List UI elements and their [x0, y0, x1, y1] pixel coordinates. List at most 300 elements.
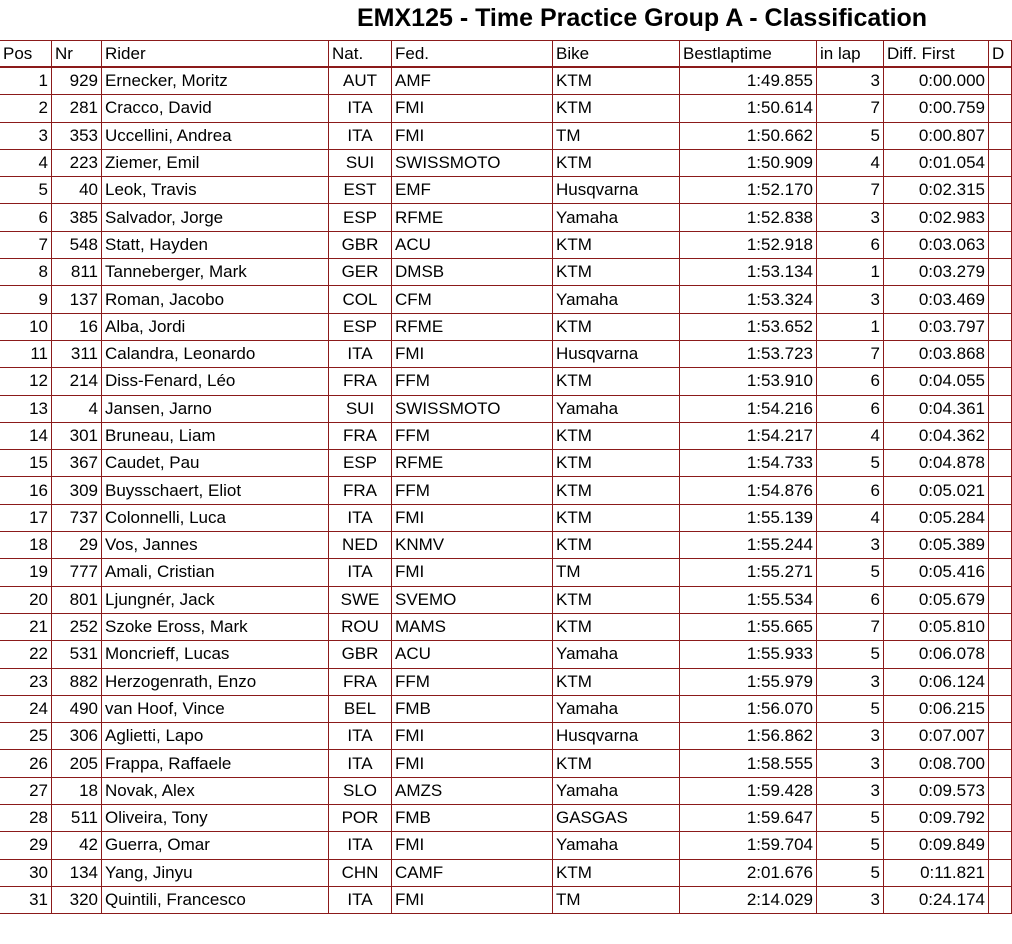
in-lap-cell: 4	[817, 504, 884, 531]
pos-cell: 30	[0, 859, 52, 886]
in-lap-cell: 3	[817, 67, 884, 95]
diff-first-cell: 0:09.573	[884, 777, 989, 804]
fed-cell: SWISSMOTO	[392, 395, 553, 422]
fed-cell: FFM	[392, 422, 553, 449]
table-row	[0, 149, 1012, 176]
rider-cell: Tanneberger, Mark	[102, 259, 329, 286]
diff-first-cell: 0:05.679	[884, 586, 989, 613]
column-header: Nat.	[329, 41, 392, 68]
nat-cell: CHN	[329, 859, 392, 886]
pos-cell: 19	[0, 559, 52, 586]
diff-first-cell: 0:01.054	[884, 149, 989, 176]
in-lap-cell: 1	[817, 313, 884, 340]
nat-cell: GBR	[329, 231, 392, 258]
bike-cell: Yamaha	[553, 395, 680, 422]
bestlaptime-cell: 1:50.614	[680, 95, 817, 122]
nat-cell: ITA	[329, 95, 392, 122]
in-lap-cell: 6	[817, 586, 884, 613]
in-lap-cell: 5	[817, 122, 884, 149]
bike-cell: Husqvarna	[553, 177, 680, 204]
table-row	[0, 340, 1012, 367]
bestlaptime-cell: 1:52.918	[680, 231, 817, 258]
bike-cell: KTM	[553, 750, 680, 777]
fed-cell: KNMV	[392, 532, 553, 559]
bestlaptime-cell: 1:53.652	[680, 313, 817, 340]
nr-cell: 882	[52, 668, 102, 695]
nr-cell: 531	[52, 641, 102, 668]
bike-cell: Husqvarna	[553, 723, 680, 750]
bike-cell: GASGAS	[553, 805, 680, 832]
rider-cell: Quintili, Francesco	[102, 886, 329, 913]
nat-cell: ITA	[329, 559, 392, 586]
table-row	[0, 231, 1012, 258]
column-header: Diff. First	[884, 41, 989, 68]
bike-cell: KTM	[553, 67, 680, 95]
bestlaptime-cell: 1:55.534	[680, 586, 817, 613]
table-row	[0, 368, 1012, 395]
table-row	[0, 422, 1012, 449]
d-cell	[989, 559, 1012, 586]
d-cell	[989, 177, 1012, 204]
d-cell	[989, 450, 1012, 477]
bike-cell: KTM	[553, 586, 680, 613]
rider-cell: Aglietti, Lapo	[102, 723, 329, 750]
d-cell	[989, 204, 1012, 231]
pos-cell: 1	[0, 67, 52, 95]
in-lap-cell: 4	[817, 149, 884, 176]
fed-cell: FMI	[392, 340, 553, 367]
diff-first-cell: 0:05.416	[884, 559, 989, 586]
nat-cell: ITA	[329, 504, 392, 531]
d-cell	[989, 805, 1012, 832]
in-lap-cell: 6	[817, 368, 884, 395]
bestlaptime-cell: 1:56.070	[680, 695, 817, 722]
fed-cell: FMI	[392, 750, 553, 777]
table-row	[0, 313, 1012, 340]
d-cell	[989, 723, 1012, 750]
pos-cell: 12	[0, 368, 52, 395]
bike-cell: KTM	[553, 422, 680, 449]
rider-cell: Caudet, Pau	[102, 450, 329, 477]
nat-cell: ITA	[329, 340, 392, 367]
nat-cell: AUT	[329, 67, 392, 95]
nr-cell: 811	[52, 259, 102, 286]
rider-cell: van Hoof, Vince	[102, 695, 329, 722]
fed-cell: FMI	[392, 95, 553, 122]
diff-first-cell: 0:00.759	[884, 95, 989, 122]
bestlaptime-cell: 1:54.216	[680, 395, 817, 422]
nr-cell: 214	[52, 368, 102, 395]
bestlaptime-cell: 1:55.244	[680, 532, 817, 559]
d-cell	[989, 313, 1012, 340]
fed-cell: FMI	[392, 559, 553, 586]
table-row	[0, 695, 1012, 722]
fed-cell: FFM	[392, 477, 553, 504]
table-row	[0, 641, 1012, 668]
in-lap-cell: 5	[817, 559, 884, 586]
pos-cell: 23	[0, 668, 52, 695]
d-cell	[989, 750, 1012, 777]
bestlaptime-cell: 1:55.665	[680, 613, 817, 640]
nat-cell: ESP	[329, 450, 392, 477]
nr-cell: 320	[52, 886, 102, 913]
bestlaptime-cell: 1:56.862	[680, 723, 817, 750]
diff-first-cell: 0:09.792	[884, 805, 989, 832]
d-cell	[989, 668, 1012, 695]
bestlaptime-cell: 1:50.909	[680, 149, 817, 176]
bestlaptime-cell: 1:52.838	[680, 204, 817, 231]
table-row	[0, 586, 1012, 613]
nat-cell: FRA	[329, 668, 392, 695]
fed-cell: ACU	[392, 231, 553, 258]
column-header: D	[989, 41, 1012, 68]
diff-first-cell: 0:04.878	[884, 450, 989, 477]
fed-cell: EMF	[392, 177, 553, 204]
fed-cell: ACU	[392, 641, 553, 668]
bike-cell: KTM	[553, 95, 680, 122]
bestlaptime-cell: 1:55.139	[680, 504, 817, 531]
in-lap-cell: 5	[817, 805, 884, 832]
bestlaptime-cell: 1:59.428	[680, 777, 817, 804]
rider-cell: Colonnelli, Luca	[102, 504, 329, 531]
pos-cell: 7	[0, 231, 52, 258]
fed-cell: RFME	[392, 450, 553, 477]
d-cell	[989, 286, 1012, 313]
fed-cell: FMI	[392, 723, 553, 750]
nr-cell: 801	[52, 586, 102, 613]
bestlaptime-cell: 1:55.979	[680, 668, 817, 695]
rider-cell: Novak, Alex	[102, 777, 329, 804]
diff-first-cell: 0:02.983	[884, 204, 989, 231]
nr-cell: 137	[52, 286, 102, 313]
page-title: EMX125 - Time Practice Group A - Classification	[357, 4, 928, 32]
fed-cell: FMI	[392, 886, 553, 913]
d-cell	[989, 231, 1012, 258]
rider-cell: Frappa, Raffaele	[102, 750, 329, 777]
d-cell	[989, 259, 1012, 286]
rider-cell: Cracco, David	[102, 95, 329, 122]
rider-cell: Yang, Jinyu	[102, 859, 329, 886]
nat-cell: SWE	[329, 586, 392, 613]
diff-first-cell: 0:06.215	[884, 695, 989, 722]
table-row	[0, 395, 1012, 422]
pos-cell: 10	[0, 313, 52, 340]
in-lap-cell: 5	[817, 641, 884, 668]
fed-cell: DMSB	[392, 259, 553, 286]
bike-cell: KTM	[553, 149, 680, 176]
column-header: in lap	[817, 41, 884, 68]
d-cell	[989, 477, 1012, 504]
rider-cell: Moncrieff, Lucas	[102, 641, 329, 668]
nr-cell: 367	[52, 450, 102, 477]
nr-cell: 42	[52, 832, 102, 859]
table-row	[0, 805, 1012, 832]
nr-cell: 40	[52, 177, 102, 204]
rider-cell: Amali, Cristian	[102, 559, 329, 586]
d-cell	[989, 641, 1012, 668]
nr-cell: 929	[52, 67, 102, 95]
column-header: Bike	[553, 41, 680, 68]
fed-cell: FMB	[392, 695, 553, 722]
rider-cell: Leok, Travis	[102, 177, 329, 204]
in-lap-cell: 5	[817, 450, 884, 477]
pos-cell: 22	[0, 641, 52, 668]
bike-cell: KTM	[553, 477, 680, 504]
diff-first-cell: 0:04.361	[884, 395, 989, 422]
diff-first-cell: 0:24.174	[884, 886, 989, 913]
rider-cell: Diss-Fenard, Léo	[102, 368, 329, 395]
bestlaptime-cell: 1:59.647	[680, 805, 817, 832]
bike-cell: KTM	[553, 313, 680, 340]
nr-cell: 777	[52, 559, 102, 586]
table-row	[0, 177, 1012, 204]
table-row	[0, 95, 1012, 122]
in-lap-cell: 3	[817, 886, 884, 913]
in-lap-cell: 5	[817, 695, 884, 722]
table-row	[0, 477, 1012, 504]
bike-cell: Yamaha	[553, 832, 680, 859]
bike-cell: KTM	[553, 613, 680, 640]
in-lap-cell: 3	[817, 204, 884, 231]
d-cell	[989, 422, 1012, 449]
d-cell	[989, 613, 1012, 640]
bestlaptime-cell: 1:50.662	[680, 122, 817, 149]
nat-cell: GBR	[329, 641, 392, 668]
diff-first-cell: 0:05.284	[884, 504, 989, 531]
nr-cell: 309	[52, 477, 102, 504]
pos-cell: 6	[0, 204, 52, 231]
table-row	[0, 532, 1012, 559]
nr-cell: 18	[52, 777, 102, 804]
in-lap-cell: 7	[817, 177, 884, 204]
diff-first-cell: 0:03.469	[884, 286, 989, 313]
bike-cell: KTM	[553, 532, 680, 559]
pos-cell: 27	[0, 777, 52, 804]
nat-cell: ITA	[329, 886, 392, 913]
diff-first-cell: 0:05.810	[884, 613, 989, 640]
pos-cell: 18	[0, 532, 52, 559]
table-header-row	[0, 41, 1012, 68]
nat-cell: FRA	[329, 422, 392, 449]
pos-cell: 25	[0, 723, 52, 750]
nat-cell: SUI	[329, 395, 392, 422]
in-lap-cell: 3	[817, 668, 884, 695]
table-row	[0, 613, 1012, 640]
pos-cell: 31	[0, 886, 52, 913]
table-body	[0, 67, 1012, 914]
column-header: Fed.	[392, 41, 553, 68]
nr-cell: 134	[52, 859, 102, 886]
diff-first-cell: 0:02.315	[884, 177, 989, 204]
nr-cell: 16	[52, 313, 102, 340]
table-row	[0, 668, 1012, 695]
in-lap-cell: 3	[817, 532, 884, 559]
rider-cell: Bruneau, Liam	[102, 422, 329, 449]
bestlaptime-cell: 1:49.855	[680, 67, 817, 95]
classification-table	[0, 40, 1012, 914]
table-row	[0, 286, 1012, 313]
column-header: Nr	[52, 41, 102, 68]
nr-cell: 548	[52, 231, 102, 258]
nr-cell: 29	[52, 532, 102, 559]
diff-first-cell: 0:05.389	[884, 532, 989, 559]
rider-cell: Buysschaert, Eliot	[102, 477, 329, 504]
bike-cell: KTM	[553, 259, 680, 286]
bike-cell: Yamaha	[553, 641, 680, 668]
rider-cell: Ljungnér, Jack	[102, 586, 329, 613]
table-row	[0, 750, 1012, 777]
nat-cell: ESP	[329, 313, 392, 340]
d-cell	[989, 340, 1012, 367]
bestlaptime-cell: 1:59.704	[680, 832, 817, 859]
rider-cell: Statt, Hayden	[102, 231, 329, 258]
in-lap-cell: 4	[817, 422, 884, 449]
bike-cell: KTM	[553, 504, 680, 531]
nat-cell: COL	[329, 286, 392, 313]
bestlaptime-cell: 1:54.876	[680, 477, 817, 504]
d-cell	[989, 122, 1012, 149]
table-row	[0, 559, 1012, 586]
fed-cell: CFM	[392, 286, 553, 313]
d-cell	[989, 95, 1012, 122]
fed-cell: RFME	[392, 313, 553, 340]
column-header: Pos	[0, 41, 52, 68]
rider-cell: Alba, Jordi	[102, 313, 329, 340]
pos-cell: 14	[0, 422, 52, 449]
rider-cell: Ernecker, Moritz	[102, 67, 329, 95]
nat-cell: NED	[329, 532, 392, 559]
nat-cell: ITA	[329, 723, 392, 750]
rider-cell: Jansen, Jarno	[102, 395, 329, 422]
bike-cell: TM	[553, 559, 680, 586]
bestlaptime-cell: 2:14.029	[680, 886, 817, 913]
bike-cell: KTM	[553, 450, 680, 477]
nr-cell: 223	[52, 149, 102, 176]
diff-first-cell: 0:03.868	[884, 340, 989, 367]
bestlaptime-cell: 1:53.910	[680, 368, 817, 395]
nat-cell: BEL	[329, 695, 392, 722]
rider-cell: Salvador, Jorge	[102, 204, 329, 231]
pos-cell: 15	[0, 450, 52, 477]
nr-cell: 4	[52, 395, 102, 422]
d-cell	[989, 504, 1012, 531]
pos-cell: 28	[0, 805, 52, 832]
d-cell	[989, 832, 1012, 859]
fed-cell: FFM	[392, 368, 553, 395]
d-cell	[989, 395, 1012, 422]
diff-first-cell: 0:03.797	[884, 313, 989, 340]
nr-cell: 301	[52, 422, 102, 449]
bestlaptime-cell: 1:55.271	[680, 559, 817, 586]
fed-cell: FFM	[392, 668, 553, 695]
pos-cell: 4	[0, 149, 52, 176]
d-cell	[989, 859, 1012, 886]
d-cell	[989, 67, 1012, 95]
bestlaptime-cell: 1:55.933	[680, 641, 817, 668]
rider-cell: Calandra, Leonardo	[102, 340, 329, 367]
table-row	[0, 859, 1012, 886]
pos-cell: 3	[0, 122, 52, 149]
nat-cell: ITA	[329, 750, 392, 777]
diff-first-cell: 0:03.063	[884, 231, 989, 258]
bike-cell: Yamaha	[553, 777, 680, 804]
bike-cell: KTM	[553, 859, 680, 886]
bestlaptime-cell: 1:58.555	[680, 750, 817, 777]
nat-cell: SLO	[329, 777, 392, 804]
rider-cell: Roman, Jacobo	[102, 286, 329, 313]
fed-cell: FMB	[392, 805, 553, 832]
pos-cell: 9	[0, 286, 52, 313]
nr-cell: 311	[52, 340, 102, 367]
pos-cell: 20	[0, 586, 52, 613]
fed-cell: AMF	[392, 67, 553, 95]
bike-cell: Yamaha	[553, 695, 680, 722]
in-lap-cell: 6	[817, 395, 884, 422]
in-lap-cell: 3	[817, 750, 884, 777]
d-cell	[989, 149, 1012, 176]
d-cell	[989, 777, 1012, 804]
in-lap-cell: 6	[817, 231, 884, 258]
diff-first-cell: 0:06.078	[884, 641, 989, 668]
bestlaptime-cell: 1:53.723	[680, 340, 817, 367]
table-row	[0, 204, 1012, 231]
fed-cell: FMI	[392, 504, 553, 531]
nat-cell: FRA	[329, 477, 392, 504]
nr-cell: 737	[52, 504, 102, 531]
nat-cell: ESP	[329, 204, 392, 231]
diff-first-cell: 0:07.007	[884, 723, 989, 750]
pos-cell: 13	[0, 395, 52, 422]
in-lap-cell: 3	[817, 286, 884, 313]
table-row	[0, 259, 1012, 286]
nr-cell: 511	[52, 805, 102, 832]
diff-first-cell: 0:08.700	[884, 750, 989, 777]
fed-cell: CAMF	[392, 859, 553, 886]
fed-cell: FMI	[392, 832, 553, 859]
table-row	[0, 122, 1012, 149]
in-lap-cell: 7	[817, 95, 884, 122]
table-row	[0, 886, 1012, 913]
table-row	[0, 67, 1012, 95]
table-row	[0, 832, 1012, 859]
diff-first-cell: 0:00.000	[884, 67, 989, 95]
rider-cell: Uccellini, Andrea	[102, 122, 329, 149]
pos-cell: 11	[0, 340, 52, 367]
d-cell	[989, 695, 1012, 722]
rider-cell: Szoke Eross, Mark	[102, 613, 329, 640]
in-lap-cell: 5	[817, 832, 884, 859]
column-header: Rider	[102, 41, 329, 68]
d-cell	[989, 586, 1012, 613]
nr-cell: 353	[52, 122, 102, 149]
diff-first-cell: 0:11.821	[884, 859, 989, 886]
nat-cell: GER	[329, 259, 392, 286]
fed-cell: SWISSMOTO	[392, 149, 553, 176]
bike-cell: Yamaha	[553, 286, 680, 313]
diff-first-cell: 0:04.055	[884, 368, 989, 395]
in-lap-cell: 1	[817, 259, 884, 286]
in-lap-cell: 5	[817, 859, 884, 886]
pos-cell: 26	[0, 750, 52, 777]
pos-cell: 16	[0, 477, 52, 504]
nr-cell: 252	[52, 613, 102, 640]
table-row	[0, 450, 1012, 477]
table-row	[0, 504, 1012, 531]
rider-cell: Ziemer, Emil	[102, 149, 329, 176]
pos-cell: 29	[0, 832, 52, 859]
table-row	[0, 777, 1012, 804]
bike-cell: Husqvarna	[553, 340, 680, 367]
